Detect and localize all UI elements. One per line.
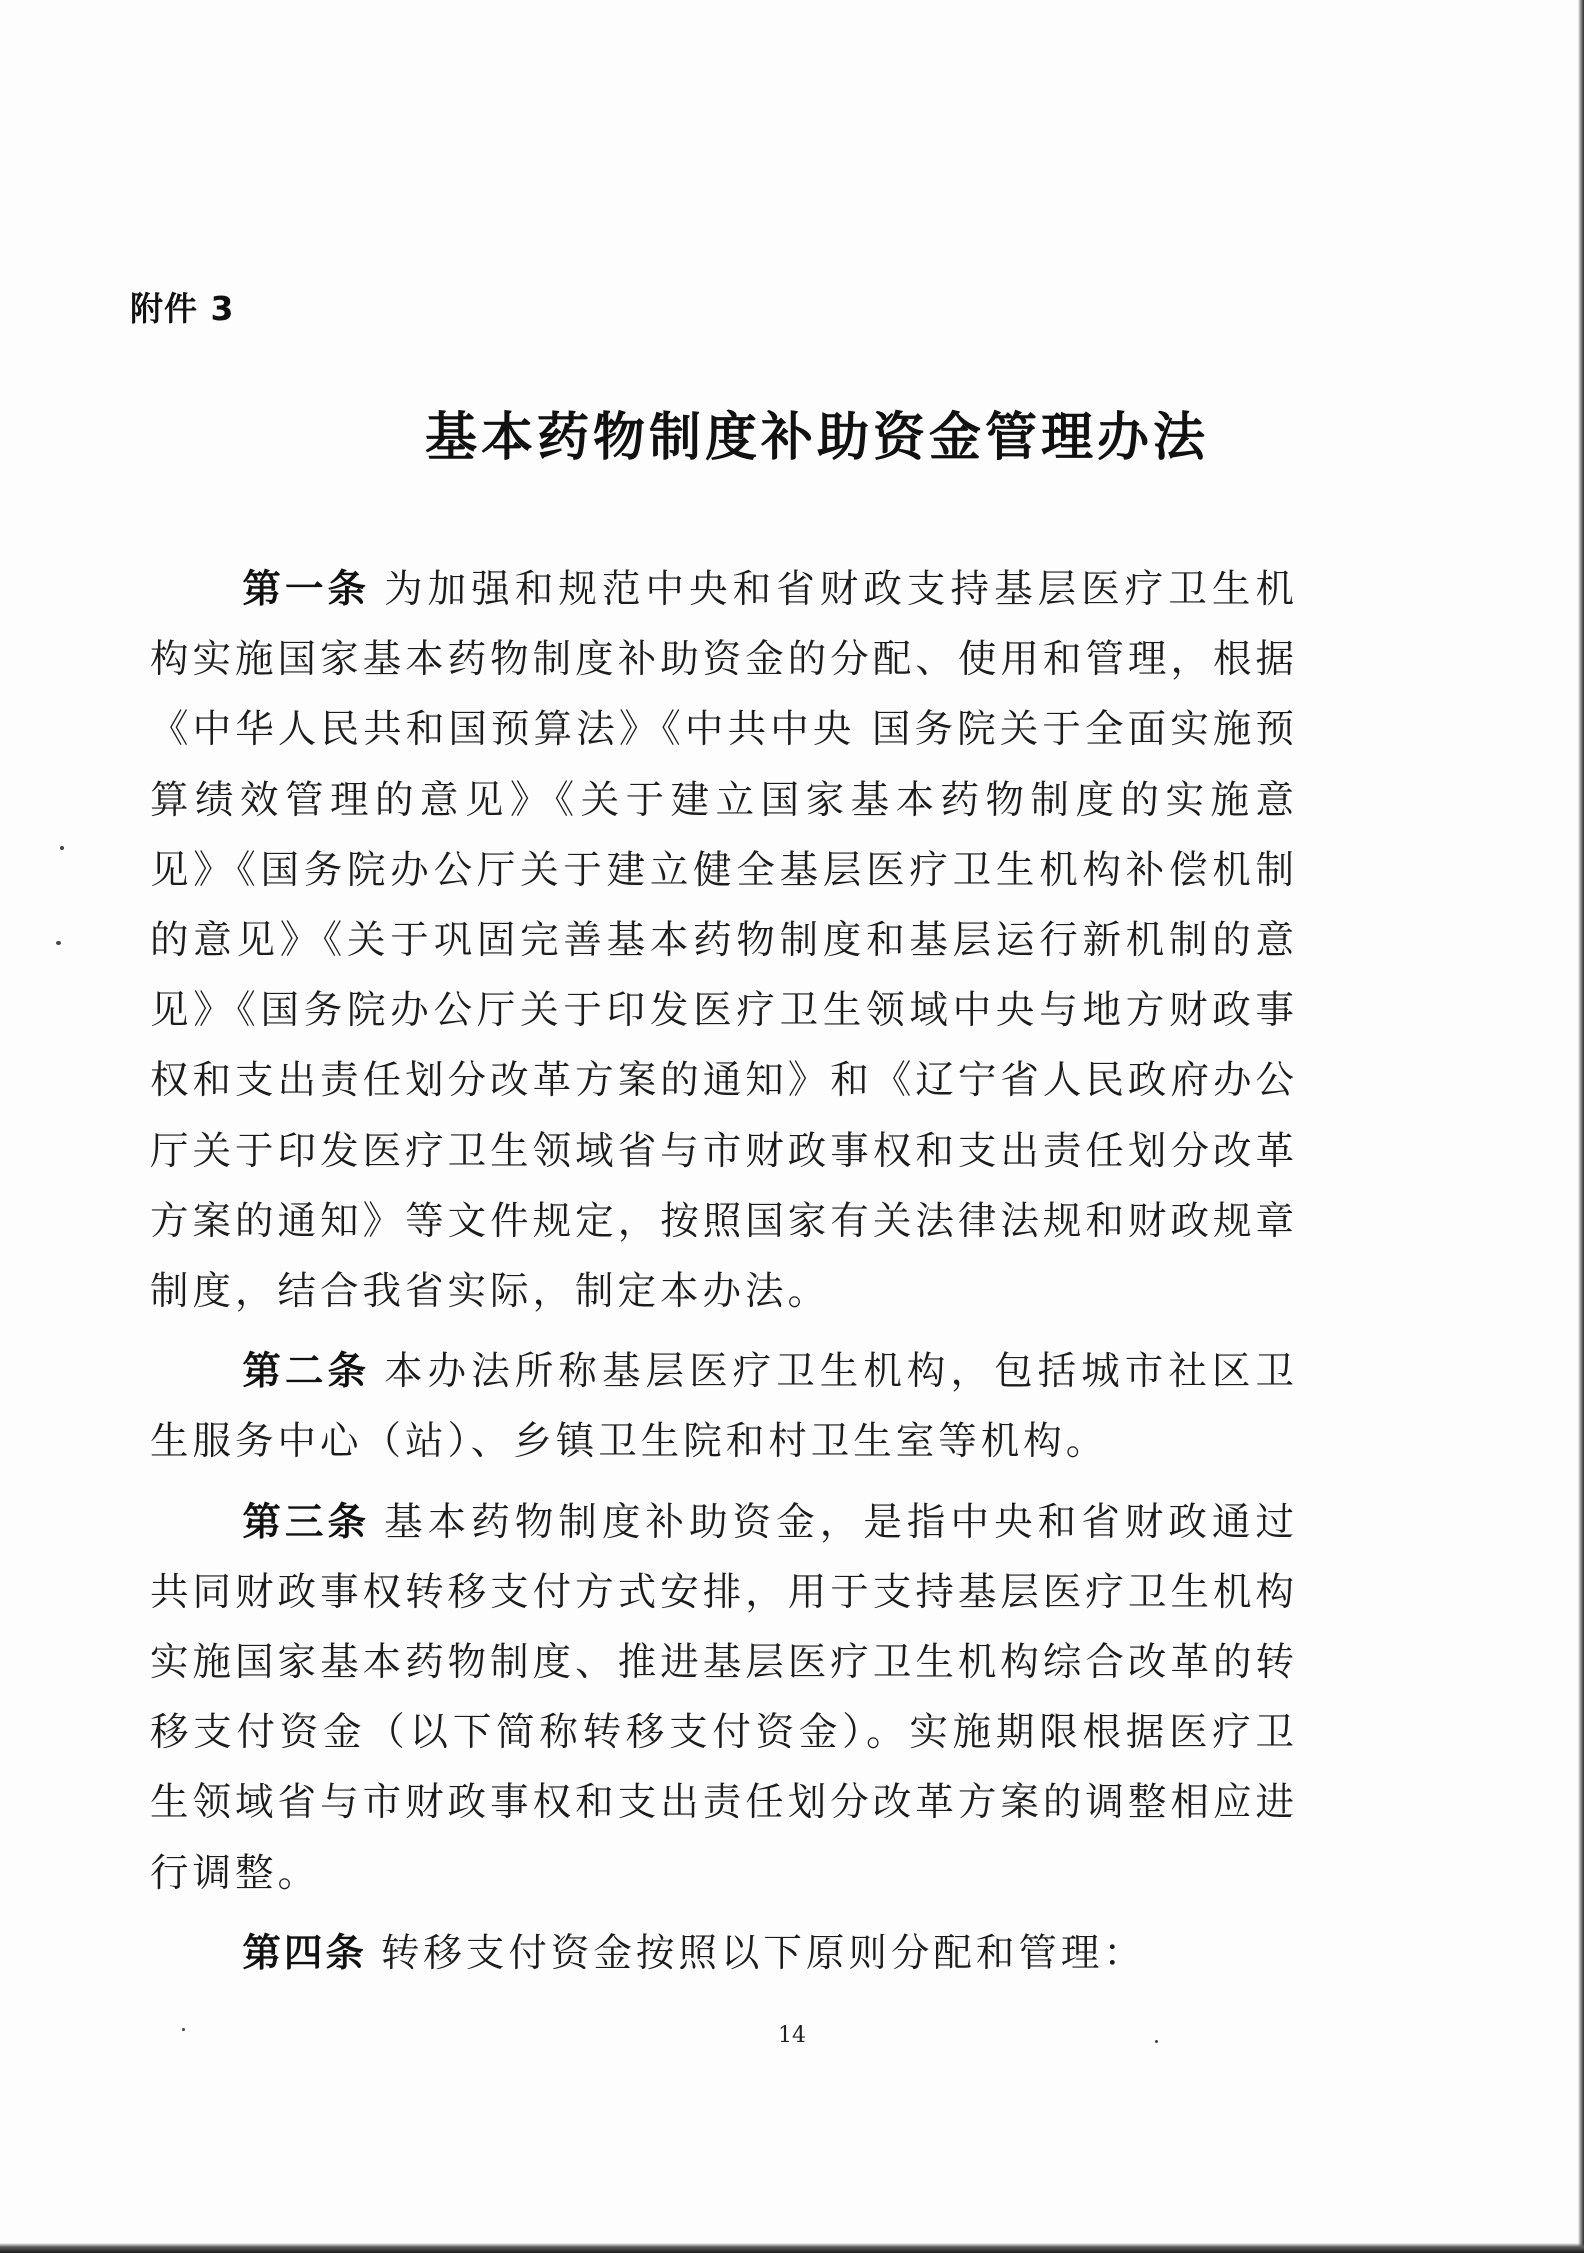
page-number: 14 [778, 2023, 806, 2048]
scan-edge-bottom [0, 2243, 1584, 2253]
article-2 [150, 1337, 1298, 1477]
article-1 [150, 555, 1298, 1327]
article-number: 第四条 [242, 1930, 367, 1976]
scan-speck [1155, 2040, 1158, 2043]
article-text: 基本药物制度补助资金，是指中央和省财政通过共同财政事权转移支付方式安排，用于支持基层医疗卫生机构实施国家基本药物制度、推进基层医疗卫生机构综合改革的转移支付资金（以下简称转移支付资金）。实施期限根据医疗卫生领域省与市财政事权和支出责任划分改革方案的调整相应进行调整。 [150, 1499, 1298, 1896]
attachment-label: 附件 3 [130, 289, 235, 328]
article-number: 第一条 [242, 567, 371, 612]
scan-speck [56, 941, 61, 945]
article-text: 为加强和规范中央和省财政支持基层医疗卫生机构实施国家基本药物制度补助资金的分配、使用和管理，根据《中华人民共和国预算法》《中共中央 国务院关于全面实施预算绩效管理的意见》《关于建立国家基本药物制度的实施意见》《国务院办公厅关于建立健全基层医疗卫生机构补偿机制的意见》《关于巩固完善基本药物制度和基层运行新机制的意见》《国务院办公厅关于印发医疗卫生领域中央与地方财政事权和支出责任划分改革方案的通知》和《辽宁省人民政府办公厅关于印发医疗卫生领域省与市财政事权和支出责任划分改革方案的通知》等文件规定，按照国家有关法律法规和财政规章制度，结合我省实际，制定本办法。 [150, 567, 1298, 1315]
article-4 [150, 1919, 1298, 1989]
article-text: 转移支付资金按照以下原则分配和管理： [380, 1930, 1146, 1976]
article-3 [150, 1488, 1298, 1909]
document-body [150, 555, 1298, 1999]
scan-edge-right [1578, 0, 1584, 2253]
scan-speck [182, 2028, 185, 2031]
article-number: 第二条 [242, 1349, 371, 1395]
article-number: 第三条 [242, 1499, 371, 1545]
article-text: 本办法所称基层医疗卫生机构，包括城市社区卫生服务中心（站）、乡镇卫生院和村卫生室等机构。 [150, 1349, 1298, 1465]
scan-speck [60, 846, 64, 850]
document-title: 基本药物制度补助资金管理办法 [424, 408, 1209, 468]
